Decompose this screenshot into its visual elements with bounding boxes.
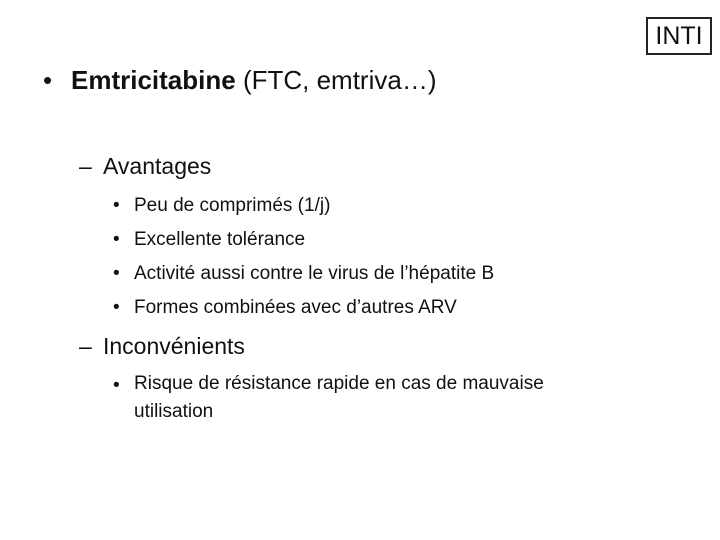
bullet-icon: •: [113, 297, 120, 318]
list-item-text: Activité aussi contre le virus de l’hépatite B: [134, 263, 495, 284]
bullet-icon: •: [113, 263, 120, 284]
bullet-icon: •: [113, 195, 120, 216]
dash-icon: –: [79, 333, 92, 359]
bullet-icon: •: [43, 65, 53, 95]
slide-title-bullet: [43, 63, 436, 97]
list-item-text: Peu de comprimés (1/j): [134, 195, 331, 216]
section-label: Avantages: [103, 153, 212, 179]
section-label: Inconvénients: [103, 333, 245, 359]
category-tag: [646, 17, 712, 55]
category-tag-label: INTI: [655, 21, 703, 50]
list-item-text: Formes combinées avec d’autres ARV: [134, 297, 457, 318]
list-item-text: Excellente tolérance: [134, 229, 306, 250]
section-heading-avantages: [79, 151, 211, 181]
list-item-text: Risque de résistance rapide en cas de mauvaise utilisation: [134, 373, 544, 422]
bullet-icon: •: [113, 375, 120, 396]
drug-aliases: (FTC, emtriva…): [235, 65, 437, 95]
dash-icon: –: [79, 153, 92, 179]
drug-name: Emtricitabine: [71, 65, 236, 95]
section-heading-inconvenients: [79, 331, 245, 361]
bullet-icon: •: [113, 229, 120, 250]
